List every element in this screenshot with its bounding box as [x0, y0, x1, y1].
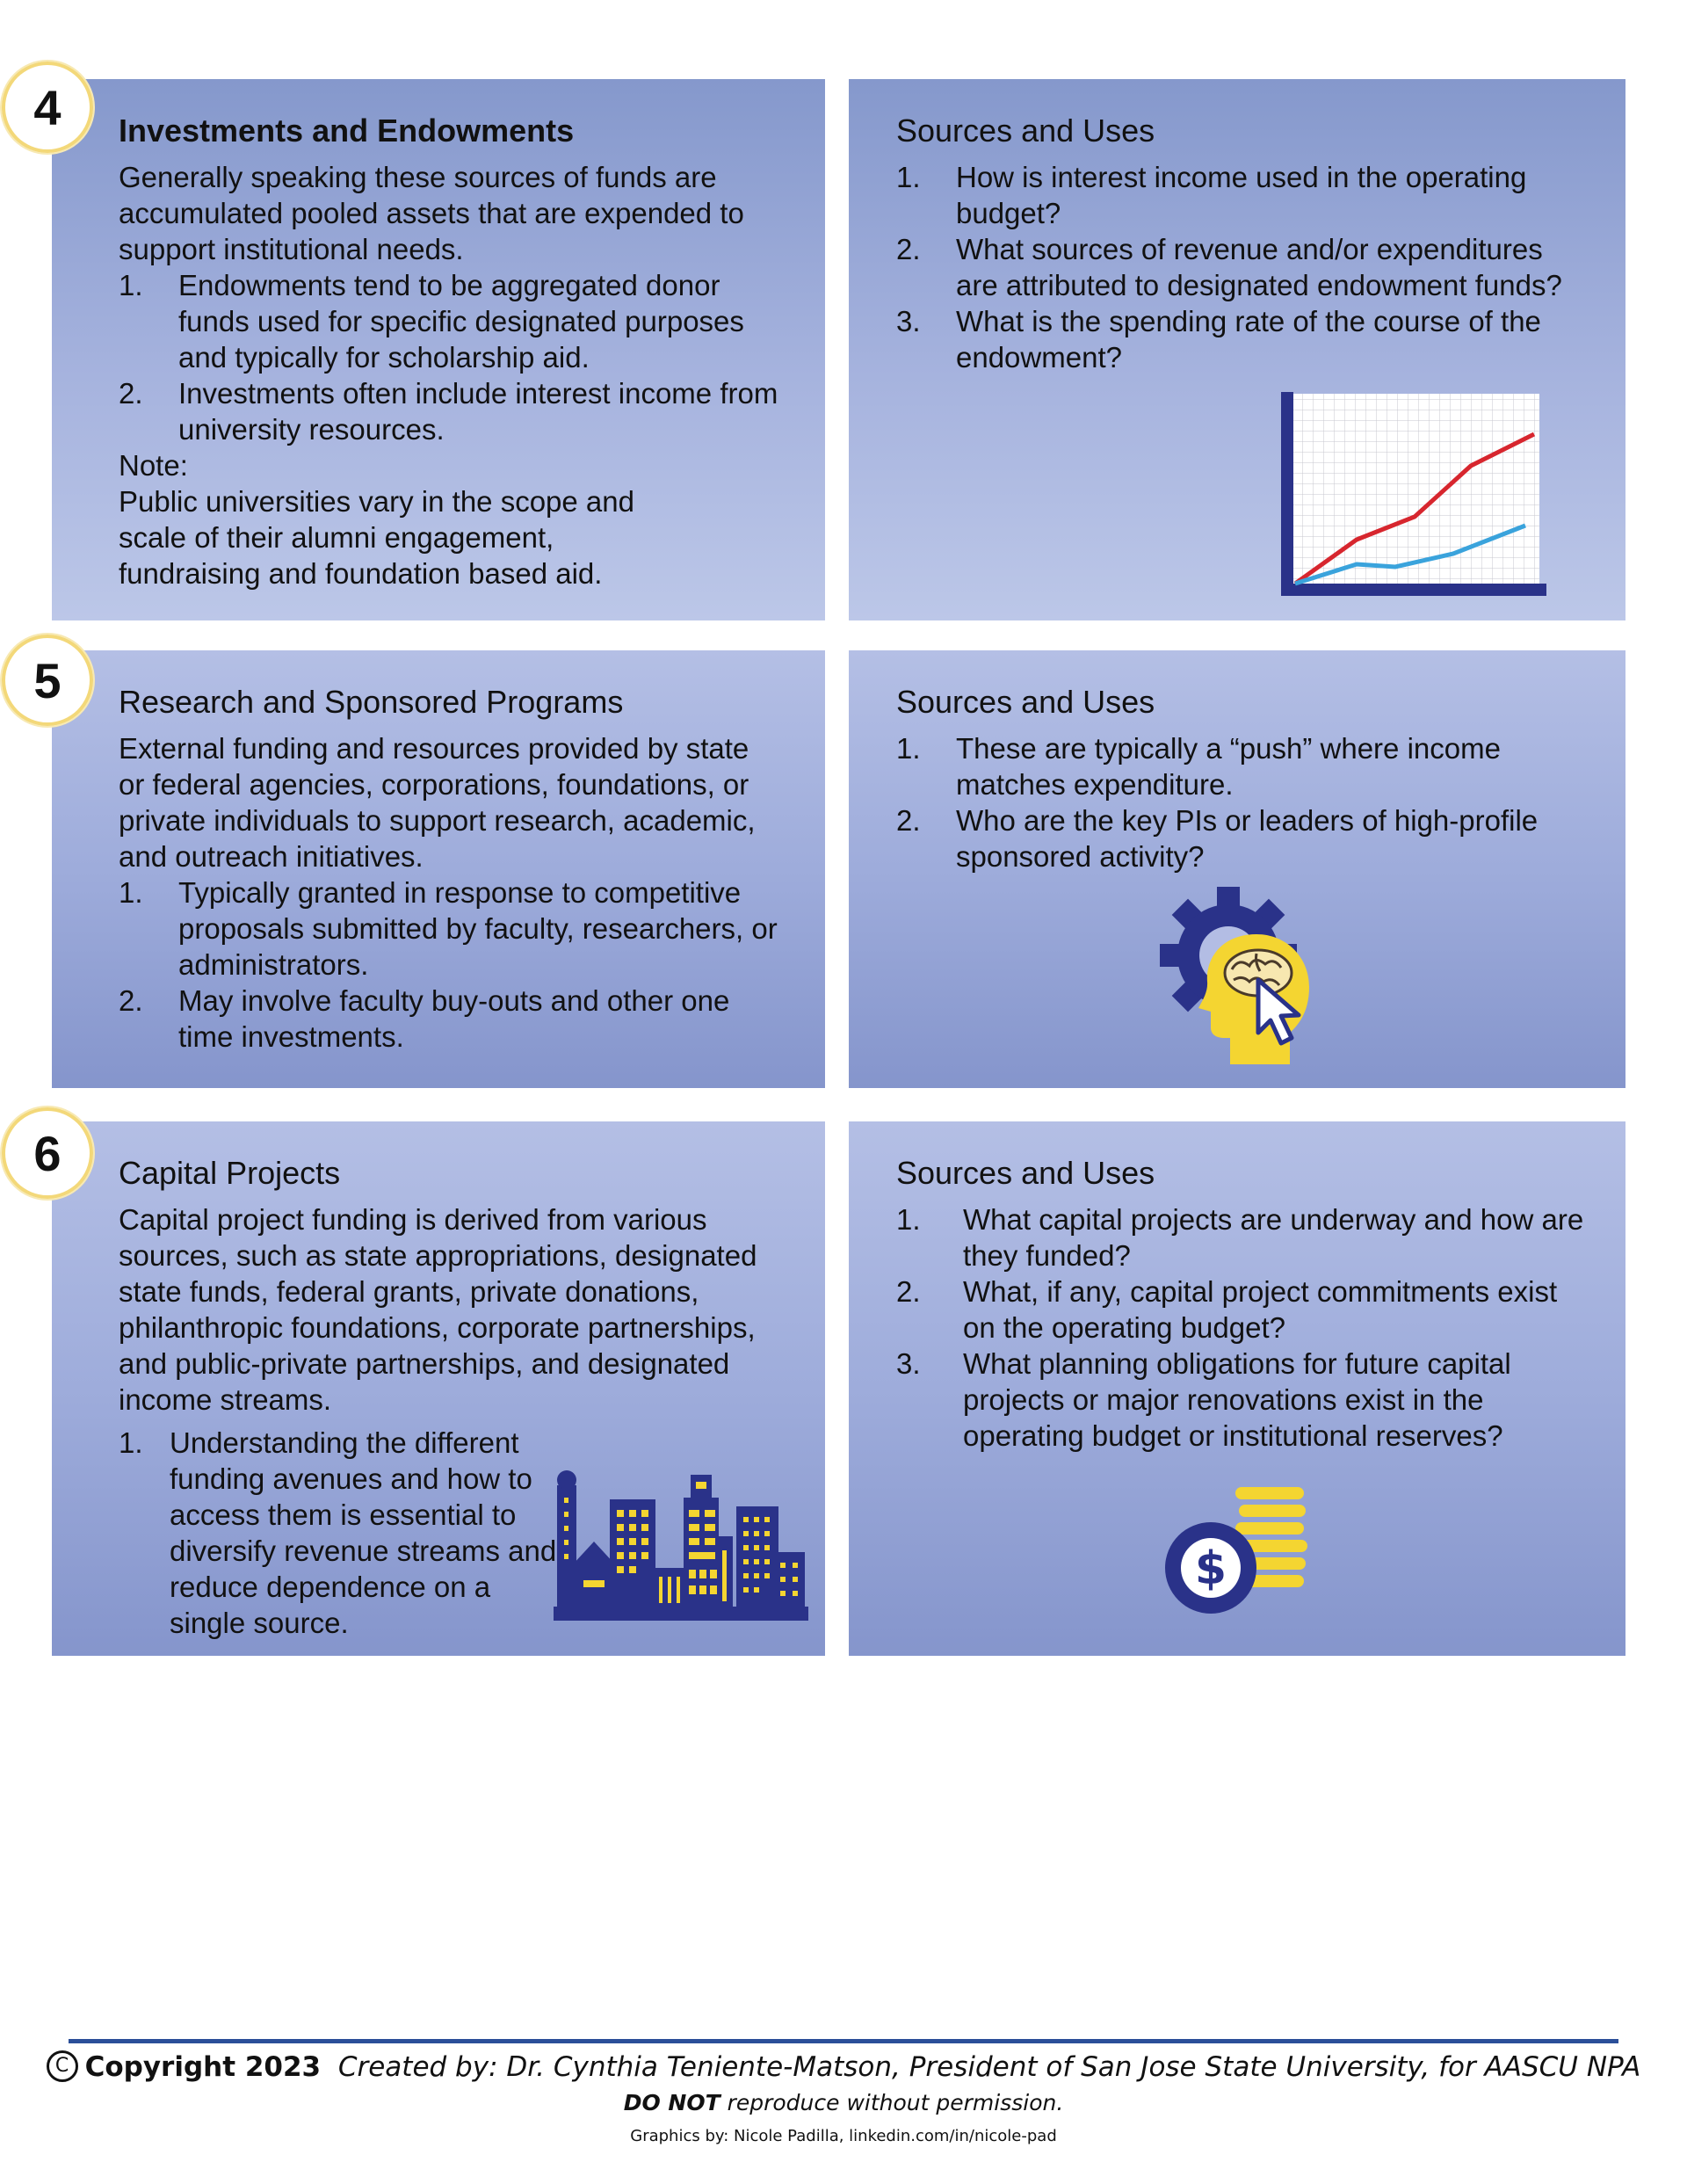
capital-projects-title: Capital Projects — [119, 1155, 341, 1191]
credit-text: Created by: Dr. Cynthia Teniente-Matson, President of San Jose State University, for AASCU NPA — [337, 2051, 1641, 2083]
investments-list — [119, 267, 781, 447]
list-item: 3. What is the spending rate of the course of the endowment? — [896, 305, 1541, 374]
footer-graphics-credit: Graphics by: Nicole Padilla, linkedin.com/in/nicole-pad — [630, 2127, 1057, 2145]
investments-title: Investments and Endowments — [119, 112, 575, 149]
sources-list — [896, 159, 1587, 375]
footer-warning: DO NOT reproduce without permission. — [623, 2090, 1064, 2115]
note-label: Note: — [119, 449, 188, 483]
investments-intro: Generally speaking these sources of funds are accumulated pooled assets that are expended to support institutional needs. — [119, 161, 744, 266]
research-list — [119, 874, 781, 1055]
sources-list — [896, 1201, 1587, 1454]
list-item: 2. What sources of revenue and/or expenditures are attributed to designated endowment funds? — [896, 233, 1562, 302]
list-item: 3. What planning obligations for future capital projects or major renovations exist in the operating budget or institutional reserves? — [896, 1347, 1511, 1453]
copyright-text: Copyright 2023 — [84, 2051, 322, 2083]
sources-uses-title: Sources and Uses — [896, 684, 1155, 720]
investments-panel — [52, 79, 825, 620]
svg-text:$: $ — [1194, 1542, 1227, 1595]
copyright-icon: C — [47, 2050, 78, 2082]
list-item: 2. Who are the key PIs or leaders of high-profile sponsored activity? — [896, 804, 1539, 874]
dollar-coins-icon — [1165, 1484, 1313, 1615]
note-text: Public universities vary in the scope and scale of their alumni engagement, fundraising and foundation based aid. — [119, 485, 634, 591]
list-item: 2. Investments often include interest income from university resources. — [119, 377, 778, 446]
list-item: 2. May involve faculty buy-outs and other one time investments. — [119, 984, 730, 1054]
list-item: 1. Understanding the different funding avenues and how to access them is essential to diversify revenue streams and reduce dependence on a single source. — [119, 1426, 557, 1640]
list-item: 1. What capital projects are underway and how are they funded? — [896, 1203, 1584, 1273]
research-panel — [52, 650, 825, 1088]
section-badge-4: 4 — [2, 62, 93, 153]
research-intro: External funding and resources provided by state or federal agencies, corporations, foundations, or private individuals to support research, academic, and outreach initiatives. — [119, 732, 756, 874]
list-item: 1. Endowments tend to be aggregated donor funds used for specific designated purposes and typically for scholarship aid. — [119, 269, 744, 374]
list-item: 2. What, if any, capital project commitments exist on the operating budget? — [896, 1275, 1558, 1345]
section-badge-5: 5 — [2, 635, 93, 726]
list-item: 1. These are typically a “push” where income matches expenditure. — [896, 732, 1501, 802]
footer-rule — [69, 2039, 1618, 2043]
section-badge-6: 6 — [2, 1107, 93, 1199]
list-item: 1. How is interest income used in the operating budget? — [896, 161, 1527, 230]
research-title: Research and Sponsored Programs — [119, 684, 624, 720]
capital-projects-list — [119, 1425, 558, 1641]
city-skyline-icon — [554, 1466, 808, 1621]
list-item: 1. Typically granted in response to competitive proposals submitted by faculty, researchers, or administrators. — [119, 876, 778, 982]
capital-projects-intro: Capital project funding is derived from various sources, such as state appropriations, designated state funds, federal grants, private donations, philanthropic foundations, corporate partnerships, and public-private partnerships, and designated income streams. — [119, 1203, 757, 1417]
sources-list — [896, 730, 1587, 874]
sources-uses-title: Sources and Uses — [896, 112, 1155, 149]
footer-copyright-line — [0, 2051, 1687, 2085]
sources-uses-title: Sources and Uses — [896, 1155, 1155, 1191]
line-chart-icon — [1281, 388, 1549, 599]
gear-brain-icon — [1160, 883, 1320, 1068]
